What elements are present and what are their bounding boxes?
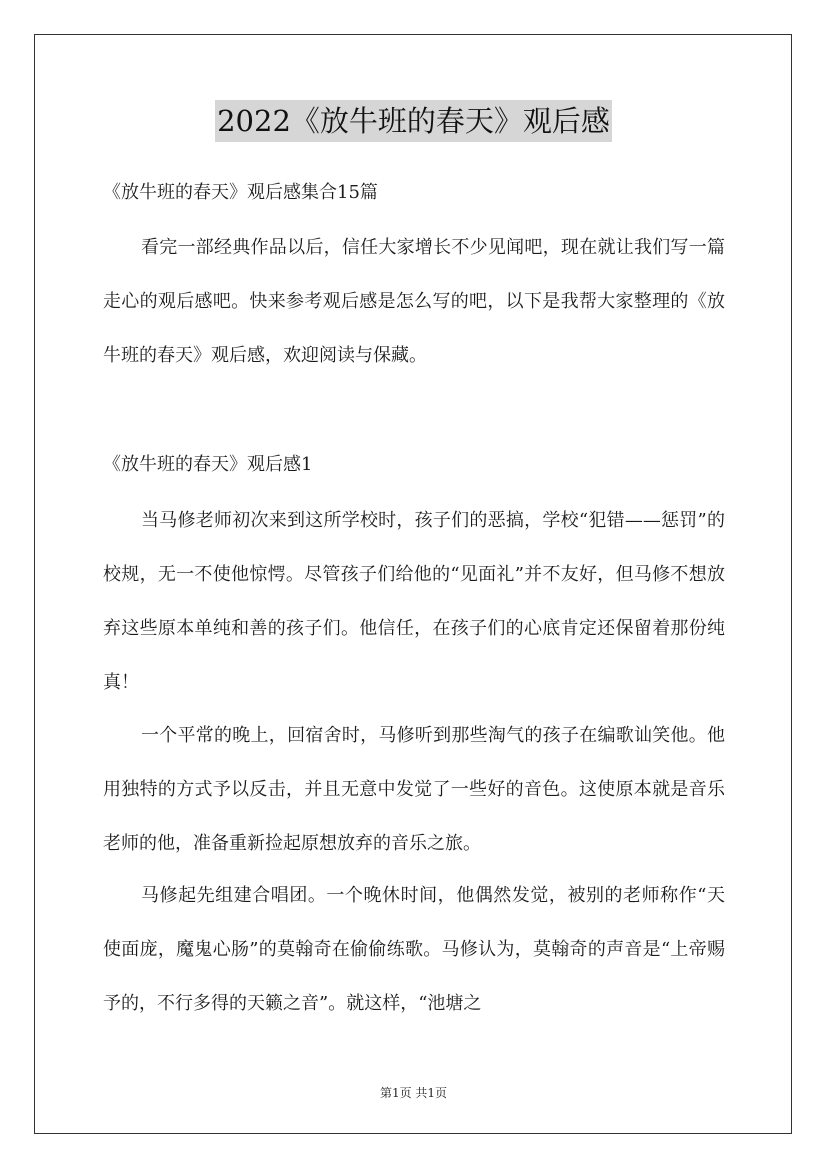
page-footer: 第1页 共1页 xyxy=(379,1086,448,1100)
body-paragraph-2: 一个平常的晚上，回宿舍时，马修听到那些淘气的孩子在编歌讪笑他。他用独特的方式予以反击，并且无意中发觉了一些好的音色。这使原本就是音乐老师的他，准备重新捡起原想放弃的音乐之旅。 xyxy=(103,725,725,854)
title-container xyxy=(0,100,827,142)
document-subtitle: 《放牛班的春天》观后感集合15篇 xyxy=(103,182,378,203)
body-paragraph-1: 当马修老师初次来到这所学校时，孩子们的恶搞，学校“犯错——惩罚”的校规，无一不使他惊愕。尽管孩子们给他的“见面礼”并不友好，但马修不想放弃这些原本单纯和善的孩子们。他信任，在孩子们的心底肯定还保留着那份纯真！ xyxy=(103,510,725,693)
body-paragraph-3: 马修起先组建合唱团。一个晚休时间，他偶然发觉，被别的老师称作“天使面庞，魔鬼心肠”的莫翰奇在偷偷练歌。马修认为，莫翰奇的声音是“上帝赐予的，不行多得的天籁之音”。就这样，“池塘之 xyxy=(103,885,725,1014)
intro-paragraph: 看完一部经典作品以后，信任大家增长不少见闻吧，现在就让我们写一篇走心的观后感吧。快来参考观后感是怎么写的吧，以下是我帮大家整理的《放牛班的春天》观后感，欢迎阅读与保藏。 xyxy=(103,237,725,366)
section-title: 《放牛班的春天》观后感1 xyxy=(103,454,313,475)
document-title: 2022《放牛班的春天》观后感 xyxy=(215,100,612,142)
